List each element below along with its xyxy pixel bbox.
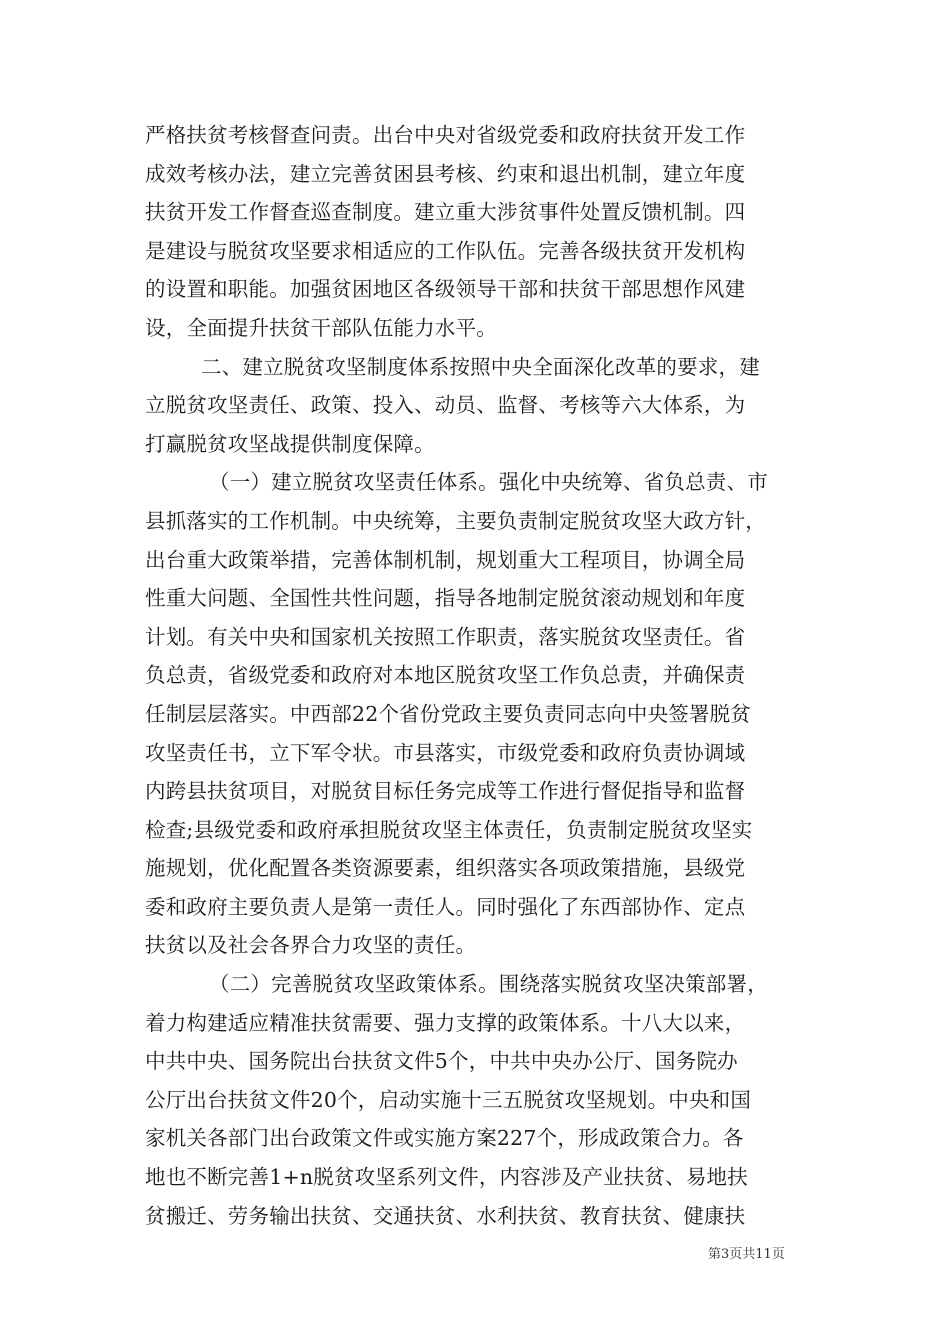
text-line: 的设置和职能。加强贫困地区各级领导干部和扶贫干部思想作风建 bbox=[145, 277, 746, 302]
text-line: 扶贫开发工作督查巡查制度。建立重大涉贫事件处置反馈机制。四 bbox=[145, 200, 746, 225]
text-line: 扶贫以及社会各界合力攻坚的责任。 bbox=[145, 933, 477, 958]
text-line: 委和政府主要负责人是第一责任人。同时强化了东西部协作、定点 bbox=[145, 894, 746, 919]
text-line: 贫搬迁、劳务输出扶贫、交通扶贫、水利扶贫、教育扶贫、健康扶 bbox=[145, 1203, 746, 1228]
text-line: 性重大问题、全国性共性问题，指导各地制定脱贫滚动规划和年度 bbox=[145, 586, 746, 611]
text-line: 县抓落实的工作机制。中央统筹，主要负责制定脱贫攻坚大政方针， bbox=[145, 508, 766, 533]
text-line: 检查;县级党委和政府承担脱贫攻坚主体责任，负责制定脱贫攻坚实 bbox=[145, 817, 753, 842]
text-line: 计划。有关中央和国家机关按照工作职责，落实脱贫攻坚责任。省 bbox=[145, 624, 746, 649]
text-line: 着力构建适应精准扶贫需要、强力支撑的政策体系。十八大以来， bbox=[145, 1010, 746, 1035]
text-line: 设，全面提升扶贫干部队伍能力水平。 bbox=[145, 315, 497, 340]
document-body bbox=[145, 116, 825, 1235]
text-line: 攻坚责任书，立下军令状。市县落实，市级党委和政府负责协调域 bbox=[145, 740, 746, 765]
text-line: 是建设与脱贫攻坚要求相适应的工作队伍。完善各级扶贫开发机构 bbox=[145, 238, 746, 263]
text-line: 家机关各部门出台政策文件或实施方案227个，形成政策合力。各 bbox=[145, 1126, 744, 1151]
text-line: 成效考核办法，建立完善贫困县考核、约束和退出机制，建立年度 bbox=[145, 161, 746, 186]
text-line: 严格扶贫考核督查问责。出台中央对省级党委和政府扶贫开发工作 bbox=[145, 123, 746, 147]
text-line: 出台重大政策举措，完善体制机制，规划重大工程项目，协调全局 bbox=[145, 547, 746, 572]
subsection-heading-line: （一）建立脱贫攻坚责任体系。强化中央统筹、省负总责、市 bbox=[209, 470, 768, 495]
text-line: 地也不断完善1+n脱贫攻坚系列文件，内容涉及产业扶贫、易地扶 bbox=[145, 1165, 748, 1190]
text-line: 中共中央、国务院出台扶贫文件5个，中共中央办公厅、国务院办 bbox=[145, 1049, 738, 1074]
subsection-heading-line: （二）完善脱贫攻坚政策体系。围绕落实脱贫攻坚决策部署， bbox=[209, 972, 768, 997]
text-line: 立脱贫攻坚责任、政策、投入、动员、监督、考核等六大体系，为 bbox=[145, 393, 746, 418]
section-heading-line: 二、建立脱贫攻坚制度体系按照中央全面深化改革的要求，建 bbox=[201, 354, 760, 379]
text-line: 任制层层落实。中西部22个省份党政主要负责同志向中央签署脱贫 bbox=[145, 701, 752, 726]
text-line: 公厅出台扶贫文件20个，启动实施十三五脱贫攻坚规划。中央和国 bbox=[145, 1087, 752, 1112]
text-line: 内跨县扶贫项目，对脱贫目标任务完成等工作进行督促指导和监督 bbox=[145, 779, 746, 804]
text-line: 打赢脱贫攻坚战提供制度保障。 bbox=[145, 431, 435, 456]
page-number-footer: 第3页共11页 bbox=[708, 1247, 785, 1262]
text-line: 施规划，优化配置各类资源要素，组织落实各项政策措施，县级党 bbox=[145, 856, 746, 881]
text-line: 负总责，省级党委和政府对本地区脱贫攻坚工作负总责，并确保责 bbox=[145, 663, 746, 688]
